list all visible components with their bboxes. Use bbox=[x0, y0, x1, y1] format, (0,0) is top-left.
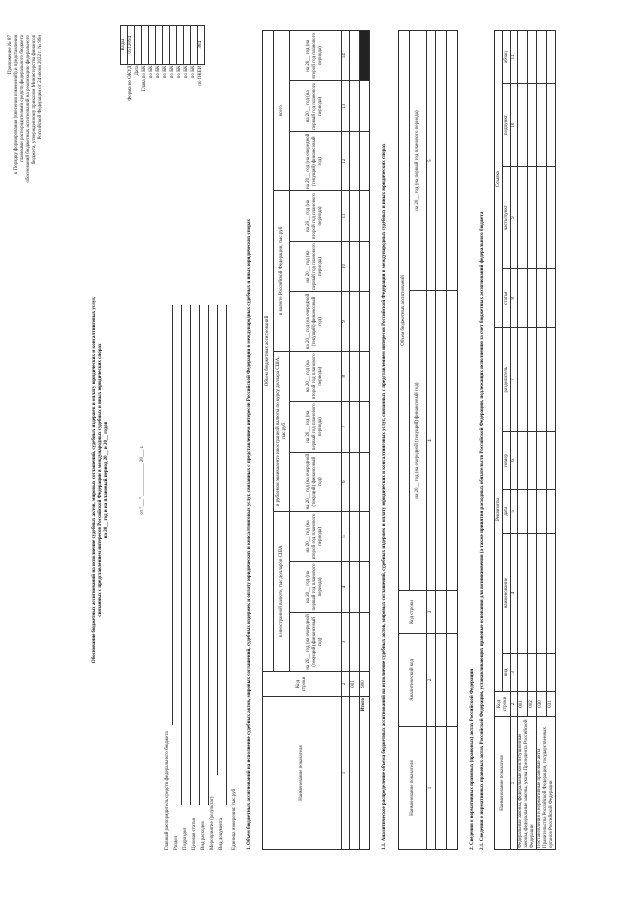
s2-num: 3 bbox=[511, 653, 518, 691]
s1-year-head: на 20__ год (на очередной (текущий) финансовый год) bbox=[290, 132, 342, 191]
s1-data-row bbox=[349, 31, 359, 850]
okud-value: 0512094 bbox=[128, 26, 135, 65]
section11-title: 1.1. Аналитическое распределение объема бюджетных ассигнований на исполнение судебных актов, мировых соглашений, судебных издержек и оплату юридических и консалтинговых услуг, связанных с представлением интересов Российской Федерации в международных судебных и иных юридических спорах bbox=[382, 143, 387, 850]
section2-table bbox=[494, 30, 556, 850]
s1-row-code: 001 bbox=[349, 672, 359, 697]
s2-num: 8 bbox=[511, 269, 518, 328]
s2-num: 9 bbox=[511, 167, 518, 269]
code-cell bbox=[170, 26, 177, 65]
code-cell bbox=[142, 26, 149, 65]
s1-total-label: Итого bbox=[359, 697, 369, 850]
s1-year-head: на 20__ год (на второй год планового периода) bbox=[290, 511, 342, 561]
meta-field-unit: Единица измерения: тыс.руб bbox=[232, 788, 237, 850]
code-cell bbox=[149, 26, 156, 65]
section2-title: 2. Сведения о нормативных правовых (правовых) актах Российской Федерации bbox=[470, 668, 475, 850]
code-label: Дата bbox=[135, 65, 140, 76]
s1-num: 7 bbox=[341, 401, 349, 452]
s1-year-head: на 20__ год (на первый год планового периода) bbox=[290, 81, 342, 132]
s2-num: 7 bbox=[511, 328, 518, 432]
section11-table bbox=[398, 30, 458, 850]
s1-year-head: на 20__ год (на первый год планового периода) bbox=[290, 401, 342, 452]
s1-col-name: Наименование показателя bbox=[263, 697, 342, 850]
code-cell bbox=[191, 26, 198, 65]
s1-num: 8 bbox=[341, 351, 349, 401]
s1-year-head: на 20__ год (на первый год планового периода) bbox=[290, 241, 342, 292]
appendix-note-3: обоснований бюджетных ассигнований на реализацию федерального bbox=[26, 35, 31, 183]
meta-field-section: Раздел bbox=[174, 835, 179, 850]
s1-sub-rub: в валюте Российской Федерации, тыс.руб bbox=[274, 191, 290, 351]
s1-total-code: 900 bbox=[359, 672, 369, 697]
code-label: по БК bbox=[170, 65, 175, 79]
meta-field-target: Целевая статья bbox=[192, 818, 197, 850]
s2-num: 11 bbox=[511, 31, 518, 84]
code-label: по БК bbox=[177, 65, 182, 79]
s1-num: 2 bbox=[341, 672, 349, 697]
meta-field-activity: Мероприятие (результат) bbox=[210, 796, 215, 850]
s2-num: 5 bbox=[511, 489, 518, 533]
s2-sub: разделитель bbox=[503, 328, 511, 432]
s1-year-head: на 20__ год (на очередной (текущий) финансовый год) bbox=[290, 452, 342, 511]
s1-sub-rub-rate: в рублевом эквиваленте иностранной валюты по курсу доллара США, тыс.руб bbox=[274, 351, 290, 511]
date-line: от "___" _____________ 20___ г. bbox=[140, 445, 145, 515]
codes-box bbox=[120, 25, 205, 135]
appendix-note-4: бюджета, утвержденному приказом Министерства финансов bbox=[32, 35, 37, 165]
s1-sub-foreign: в иностранной валюте, тыс.долларов США bbox=[274, 511, 290, 671]
s1-year-head: на 20__ год (на очередной (текущий) финансовый год) bbox=[290, 612, 342, 671]
s11-year-head: на 20__ год (на очередной (текущий) финансовый год) bbox=[410, 291, 427, 591]
appendix-note-2: главными распорядителями средств федерального бюджета bbox=[20, 35, 25, 163]
s11-col-analytic: Аналитический код bbox=[399, 634, 427, 727]
s1-num: 9 bbox=[341, 292, 349, 351]
s2-num: 10 bbox=[511, 84, 518, 167]
s2-row-code: 031 bbox=[546, 692, 556, 717]
s11-num: 5 bbox=[427, 31, 436, 291]
meta-field-subsection: Подраздел bbox=[183, 827, 188, 850]
appendix-title: Приложение № 87 bbox=[8, 35, 13, 75]
title-line-3: на 20__ год и на плановый период 20__ и 20__ годов bbox=[104, 421, 109, 539]
s1-num: 13 bbox=[341, 81, 349, 132]
s1-num: 3 bbox=[341, 612, 349, 671]
s2-sub: подпункт bbox=[503, 84, 511, 167]
code-label: Глава по БК bbox=[142, 65, 147, 92]
meta-field-grbs: Главный распорядитель средств федерального бюджета bbox=[165, 731, 170, 850]
s1-year-head: на 20__ год (на очередной (текущий) финансовый год) bbox=[290, 292, 342, 351]
s1-num: 14 bbox=[341, 31, 349, 81]
code-label: по БК bbox=[191, 65, 196, 79]
s2-num: 6 bbox=[511, 432, 518, 490]
s1-num: 1 bbox=[341, 697, 349, 850]
s1-num: 6 bbox=[341, 452, 349, 511]
s2-sub: вид bbox=[503, 653, 511, 691]
s11-col-name: Наименование показателя bbox=[399, 727, 427, 850]
s2-col-name: Наименование показателя bbox=[495, 717, 511, 850]
s2-row-code: 001 bbox=[518, 692, 528, 717]
s2-row-name: Федеральные законы, федеральные конституционные законы, федеральные законы, указы Президента Российской Федерации bbox=[518, 717, 537, 850]
meta-field-doc-type: Вид документа bbox=[219, 817, 224, 850]
s1-year-head: на 20__ год (на второй год планового периода) bbox=[290, 31, 342, 81]
s11-group: Объем бюджетных ассигнований bbox=[399, 31, 410, 591]
s2-sub: статья bbox=[503, 269, 511, 328]
s1-year-head: на 20__ год (на второй год планового периода) bbox=[290, 351, 342, 401]
s2-row-code: 030 bbox=[537, 692, 547, 717]
code-label: по БК bbox=[184, 65, 189, 79]
s2-row bbox=[537, 31, 547, 850]
title-line-1: Обоснование бюджетных ассигнований на исполнение судебных актов, мировых соглашений, судебных издержек и оплату юридических и консалтинговых услуг, bbox=[92, 296, 97, 664]
s11-row bbox=[446, 31, 457, 850]
s1-col-code: Код строки bbox=[263, 672, 342, 697]
appendix-note-5: Российской Федерации от 24 июня 2022 г. № 99н bbox=[38, 35, 43, 140]
section21-title: 2.1. Сведения о нормативных правовых актах Российской Федерации, устанавливающих правовые основания для возникновения (а также принятия расходных обязательств Российской Федерации, подлежащих исполнению за счет бюджетных ассигнований федерального бюджета bbox=[480, 211, 485, 850]
okud-label: Форма по ОКУД bbox=[128, 65, 133, 101]
s2-num: 4 bbox=[511, 533, 518, 653]
s11-col-code: Код строки bbox=[399, 591, 427, 634]
code-label: по БК bbox=[163, 65, 168, 79]
appendix-block bbox=[8, 35, 44, 265]
s1-num: 12 bbox=[341, 132, 349, 191]
s2-row-name: Постановления и нормативные правовые акты Правительства Российской Федерации, государственных органов Российской Федерации bbox=[537, 717, 556, 850]
s2-col-code: Код строки bbox=[495, 692, 511, 717]
s1-num: 11 bbox=[341, 191, 349, 241]
s11-num: 2 bbox=[427, 634, 436, 727]
code-label: по БК bbox=[149, 65, 154, 79]
s11-num: 1 bbox=[427, 727, 436, 850]
codes-head: Коды bbox=[121, 26, 128, 65]
s2-row-code: 002 bbox=[527, 692, 537, 717]
s1-year-head: на 20__ год (на первый год планового периода) bbox=[290, 562, 342, 613]
s1-group-header: Объем бюджетных ассигнований bbox=[263, 31, 274, 672]
code-cell bbox=[177, 26, 184, 65]
s2-num: 1 bbox=[511, 717, 518, 850]
code-cell bbox=[156, 26, 163, 65]
code-cell bbox=[163, 26, 170, 65]
s1-year-head: на 20__ год (на второй год планового периода) bbox=[290, 191, 342, 241]
okei-value: 384 bbox=[198, 26, 205, 65]
form-title bbox=[92, 135, 110, 825]
s2-sub: дата bbox=[503, 489, 511, 533]
s2-sub: абзац bbox=[503, 31, 511, 84]
s1-num: 4 bbox=[341, 562, 349, 613]
okei-label: по ОКЕИ bbox=[198, 65, 203, 86]
meta-field-expense-type: Вид расходов bbox=[201, 821, 206, 850]
s1-sub-total: всего bbox=[274, 31, 290, 191]
s2-sub: наименование bbox=[503, 533, 511, 653]
s11-num: 3 bbox=[427, 591, 436, 634]
s2-sub: номер bbox=[503, 432, 511, 490]
s1-total-row bbox=[359, 31, 369, 850]
s1-num: 10 bbox=[341, 241, 349, 292]
s1-num: 5 bbox=[341, 511, 349, 561]
appendix-note-1: к Порядку формирования (внесения изменений) и представления bbox=[14, 35, 19, 175]
section1-table bbox=[262, 30, 370, 850]
s2-col-reference: Ссылка bbox=[495, 31, 503, 328]
s11-year-head: на 20__ год (на первый год планового периода) bbox=[410, 31, 427, 291]
s11-num: 4 bbox=[427, 291, 436, 591]
code-label: по БК bbox=[156, 65, 161, 79]
meta-fields bbox=[165, 150, 244, 850]
s11-row bbox=[435, 31, 446, 850]
code-cell bbox=[184, 26, 191, 65]
s2-num: 2 bbox=[511, 692, 518, 717]
code-cell bbox=[135, 26, 142, 65]
s2-sub: часть/пункт bbox=[503, 167, 511, 269]
s2-row bbox=[518, 31, 528, 850]
s2-col-requisites: Реквизиты bbox=[495, 328, 503, 692]
title-line-2: связанных с представлением интересов Российской Федерации в международных судебных и иных юридических спорах bbox=[98, 343, 103, 617]
section1-title: 1. Объем бюджетных ассигнований на исполнение судебных актов, мировых соглашений, судебных издержек и оплату юридических и консалтинговых услуг, связанных с представлением интересов Российской Федерации в международных судебных и иных юридических спорах bbox=[247, 218, 252, 850]
s1-row-name bbox=[349, 697, 359, 850]
